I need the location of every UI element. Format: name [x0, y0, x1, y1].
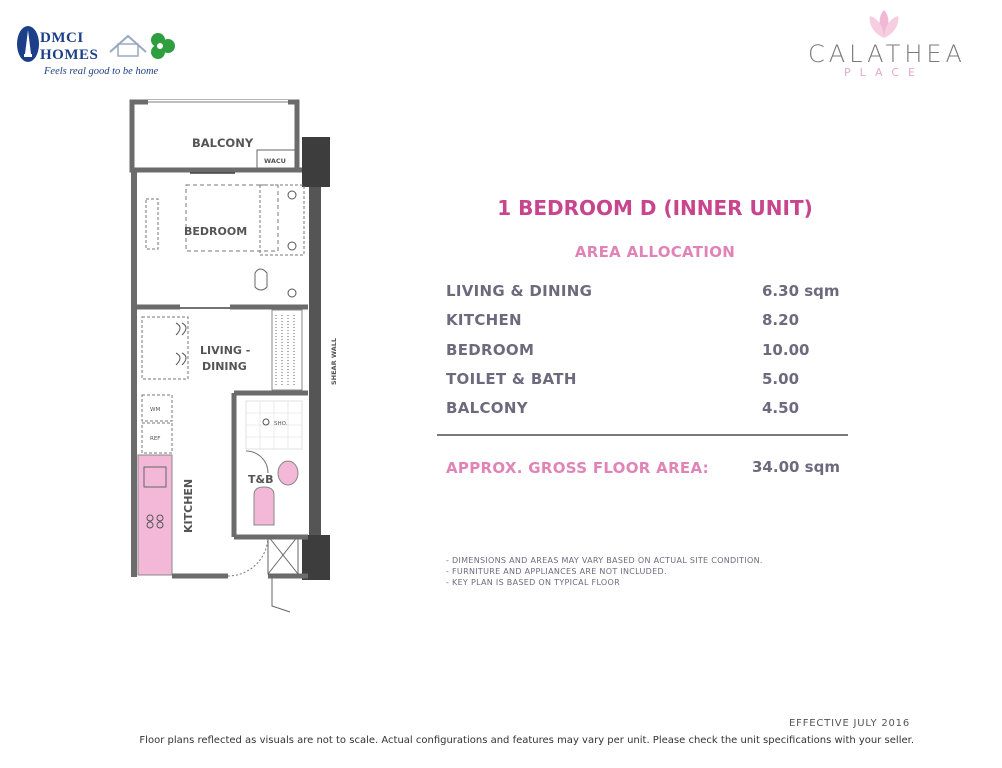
effective-date: EFFECTIVE JULY 2016	[789, 718, 910, 729]
area-row	[446, 399, 846, 421]
area-allocation-heading: AREA ALLOCATION	[574, 243, 736, 261]
gross-floor-area-value: 34.00 sqm	[752, 458, 840, 476]
shear-wall-label: SHEAR WALL	[330, 337, 338, 385]
kitchen-label: KITCHEN	[182, 478, 195, 533]
wacu-label: WACU	[264, 157, 286, 165]
area-label: LIVING & DINING	[446, 282, 593, 300]
unit-title: 1 BEDROOM D (INNER UNIT)	[497, 196, 813, 220]
area-label: BALCONY	[446, 399, 528, 417]
column-top	[302, 137, 330, 187]
calathea-place-logo	[800, 8, 990, 80]
dmci-emblem-icon	[16, 24, 40, 64]
living-label-line1: LIVING -	[200, 344, 251, 357]
floor-plan	[120, 95, 345, 615]
dmci-tagline: Feels real good to be home	[44, 66, 159, 77]
dmci-homes-logo	[16, 20, 196, 82]
area-row	[446, 311, 846, 333]
shower-label: SHO.	[274, 421, 288, 427]
area-value: 6.30 sqm	[762, 282, 840, 300]
column-bottom	[302, 535, 330, 580]
tb-door-swing	[246, 451, 268, 473]
wm-label: WM	[150, 407, 161, 413]
lavatory	[278, 461, 298, 485]
disclaimer: Floor plans reflected as visuals are not to scale. Actual configurations and features may vary per unit. Please check the unit specifications with your seller.	[139, 735, 914, 746]
dmci-logo-line1: DMCI	[40, 30, 84, 46]
calathea-logo-name: CALATHEA	[808, 40, 966, 68]
area-divider	[437, 434, 848, 436]
dmci-house-clover-icon	[106, 24, 182, 64]
area-label: BEDROOM	[446, 341, 535, 359]
area-row	[446, 370, 846, 392]
calathea-logo-sub: PLACE	[844, 66, 924, 79]
bedroom-cabinet	[260, 185, 304, 255]
area-value: 8.20	[762, 311, 800, 329]
ref-label: REF	[150, 436, 161, 442]
dining-table	[142, 317, 188, 379]
bed	[186, 185, 278, 251]
note-line: - KEY PLAN IS BASED ON TYPICAL FLOOR	[446, 578, 620, 587]
area-row	[446, 282, 846, 304]
shear-wall	[309, 187, 321, 535]
area-value: 5.00	[762, 370, 800, 388]
calathea-flower-icon	[864, 8, 904, 40]
bedroom-shelf	[146, 199, 158, 249]
bedroom-label: BEDROOM	[184, 225, 248, 238]
kitchen-counter	[138, 455, 172, 575]
note-line: - FURNITURE AND APPLIANCES ARE NOT INCLUDED.	[446, 567, 667, 576]
balcony-label: BALCONY	[192, 136, 254, 150]
gross-floor-area-label: APPROX. GROSS FLOOR AREA:	[446, 459, 709, 477]
dmci-logo-line2: HOMES	[40, 47, 99, 63]
living-label-line2: DINING	[202, 360, 247, 373]
area-value: 4.50	[762, 399, 800, 417]
note-line: - DIMENSIONS AND AREAS MAY VARY BASED ON ACTUAL SITE CONDITION.	[446, 556, 763, 565]
area-value: 10.00	[762, 341, 810, 359]
water-closet	[254, 487, 274, 525]
tv-console	[272, 310, 302, 390]
area-label: KITCHEN	[446, 311, 522, 329]
tb-label: T&B	[248, 473, 274, 486]
entry-door-swing	[228, 536, 268, 576]
bedroom-chair	[255, 269, 267, 290]
area-label: TOILET & BATH	[446, 370, 577, 388]
area-row	[446, 341, 846, 363]
